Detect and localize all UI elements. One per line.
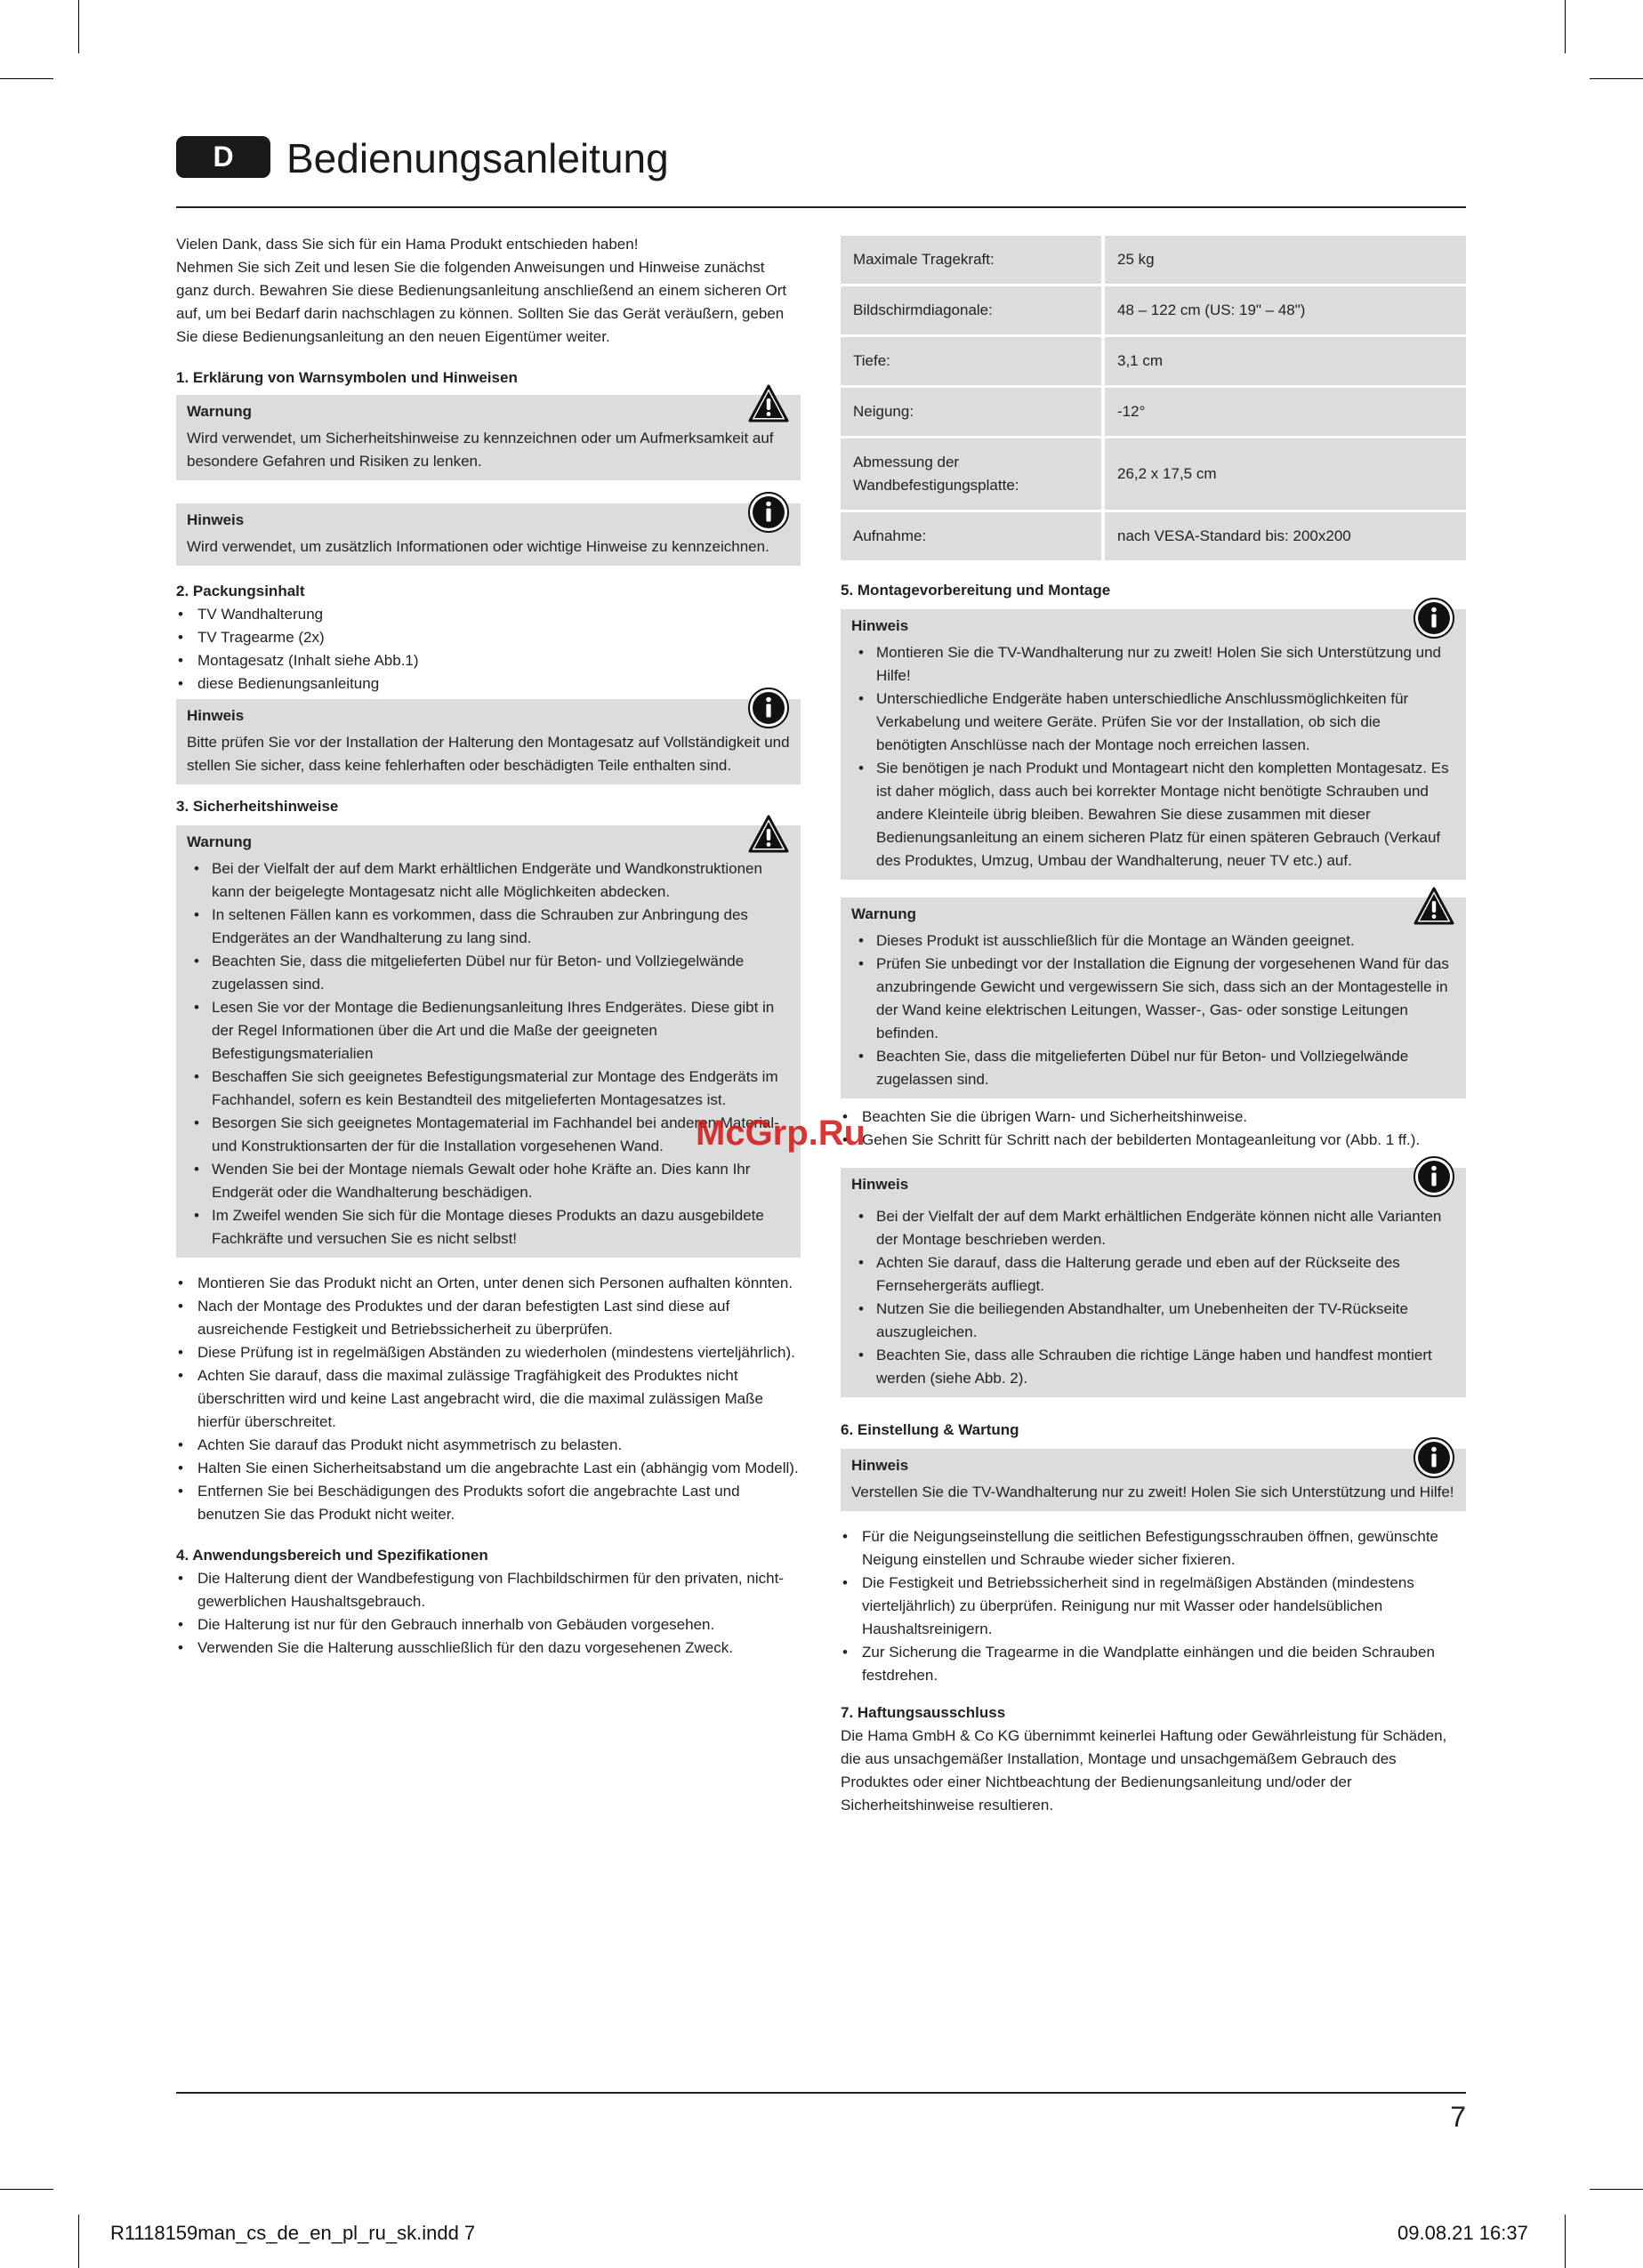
assembly-list xyxy=(841,1106,1466,1152)
list-item: • Prüfen Sie unbedingt vor der Installation die Eignung der vorgesehenen Wand für das anzubringende Gewicht und vergewissern Sie sich, dass sich an der Montagestelle in der Wand keine elektrischen Leitungen, Wasser-, Gas- oder sonstige Leitungen befinden. xyxy=(851,953,1455,1045)
spec-row xyxy=(841,388,1466,436)
box-title: Hinweis xyxy=(187,707,245,724)
section-heading: 1. Erklärung von Warnsymbolen und Hinweisen xyxy=(176,369,518,386)
warning-triangle-icon xyxy=(1413,885,1455,928)
warning-box xyxy=(176,825,801,1258)
list-item: • Achten Sie darauf, dass die maximal zulässige Tragfähigkeit des Produktes nicht überschritten wird und keine Last angebracht wird, die die maximal zulässigen Maße hierfür überschreitet. xyxy=(176,1364,801,1434)
spec-value: 25 kg xyxy=(1105,236,1466,284)
box-title: Warnung xyxy=(187,403,253,420)
crop-mark xyxy=(0,2189,53,2190)
info-icon xyxy=(1413,1155,1455,1198)
warning-box xyxy=(841,897,1466,1098)
list-item: • Bei der Vielfalt der auf dem Markt erhältlichen Endgeräte können nicht alle Varianten der Montage beschrieben werden. xyxy=(851,1205,1455,1251)
list-item: • Dieses Produkt ist ausschließlich für die Montage an Wänden geeignet. xyxy=(851,929,1455,953)
list-item: • Lesen Sie vor der Montage die Bedienungsanleitung Ihres Endgerätes. Diese gibt in der Regel Informationen über die Art und die Maße der geeigneten Befestigungsmaterialien xyxy=(187,996,790,1066)
list-item: • Sie benötigen je nach Produkt und Montageart nicht den kompletten Montagesatz. Es ist daher möglich, dass auch bei korrekter Montage nicht benötigte Schrauben und andere Kleinteile übrig bleiben. Bewahren Sie diese zusammen mit dieser Bedienungsanleitung an einem sicheren Platz für einen späteren Gebrauch (Verkauf des Produktes, Umzug, Umbau der Wandhalterung, neuer TV etc.) auf. xyxy=(851,757,1455,873)
list-item: • Montagesatz (Inhalt siehe Abb.1) xyxy=(176,649,801,672)
page-number: 7 xyxy=(1450,2101,1466,2133)
list-item: • Beschaffen Sie sich geeignetes Befestigungsmaterial zur Montage des Endgeräts im Fachhandel, sofern es kein Bestandteil des mitgelieferten Montagesatzes ist. xyxy=(187,1066,790,1112)
list-item: • TV Wandhalterung xyxy=(176,603,801,626)
warning-box xyxy=(176,395,801,480)
box-title: Hinweis xyxy=(187,511,245,528)
spec-key: Aufnahme: xyxy=(841,512,1105,560)
spec-value: 3,1 cm xyxy=(1105,337,1466,385)
intro-text: Vielen Dank, dass Sie sich für ein Hama Produkt entschieden haben! Nehmen Sie sich Zeit und lesen Sie die folgenden Anweisungen und Hinweise zunächst ganz durch. Bewahren Sie diese Bedienungsanleitung anschließend an einem sicheren Ort auf, um bei Bedarf darin nachschlagen zu können. Sollten Sie das Gerät veräußern, geben Sie diese Bedienungsanleitung an den neuen Eigentümer weiter. xyxy=(176,236,787,345)
left-column xyxy=(176,233,801,1660)
spec-key: Neigung: xyxy=(841,388,1105,436)
list-item: • Beachten Sie die übrigen Warn- und Sicherheitshinweise. xyxy=(841,1106,1466,1129)
spec-row xyxy=(841,337,1466,385)
note-box xyxy=(841,1449,1466,1511)
spec-value: 26,2 x 17,5 cm xyxy=(1105,438,1466,510)
section-heading: 4. Anwendungsbereich und Spezifikationen xyxy=(176,1547,488,1564)
info-icon xyxy=(1413,597,1455,639)
list-item: • Besorgen Sie sich geeignetes Montagematerial im Fachhandel bei anderen Material- und Konstruktionsarten der für die Installation vorgesehenen Wand. xyxy=(187,1112,790,1158)
list-item: • Zur Sicherung die Tragearme in die Wandplatte einhängen und die beiden Schrauben festdrehen. xyxy=(841,1641,1466,1687)
section-heading: 2. Packungsinhalt xyxy=(176,583,305,599)
box-text: Verstellen Sie die TV-Wandhalterung nur zu zweit! Holen Sie sich Unterstützung und Hilfe! xyxy=(851,1484,1454,1500)
box-title: Hinweis xyxy=(851,1176,909,1193)
box-title: Warnung xyxy=(187,833,253,850)
list-item: • Wenden Sie bei der Montage niemals Gewalt oder hohe Kräfte an. Dies kann Ihr Endgerät oder die Wandhalterung beschädigen. xyxy=(187,1158,790,1204)
crop-mark xyxy=(78,2215,79,2268)
spec-row xyxy=(841,286,1466,334)
footer-divider xyxy=(176,2092,1466,2094)
section-heading: 6. Einstellung & Wartung xyxy=(841,1421,1019,1438)
spec-row xyxy=(841,438,1466,510)
spec-value: nach VESA-Standard bis: 200x200 xyxy=(1105,512,1466,560)
list-item: • Nutzen Sie die beiliegenden Abstandhalter, um Unebenheiten der TV-Rückseite auszugleichen. xyxy=(851,1298,1455,1344)
section-heading: 5. Montagevorbereitung und Montage xyxy=(841,582,1111,599)
spec-key: Maximale Tragekraft: xyxy=(841,236,1105,284)
list-item: • Gehen Sie Schritt für Schritt nach der bebilderten Montageanleitung vor (Abb. 1 ff.). xyxy=(841,1129,1466,1152)
crop-mark xyxy=(0,78,53,79)
crop-mark xyxy=(1565,2215,1566,2268)
list-item: • Montieren Sie das Produkt nicht an Orten, unter denen sich Personen aufhalten könnten. xyxy=(176,1272,801,1295)
note-box xyxy=(176,699,801,784)
list-item: • Montieren Sie die TV-Wandhalterung nur zu zweit! Holen Sie sich Unterstützung und Hilfe! xyxy=(851,641,1455,688)
spec-key: Abmessung der Wandbefestigungsplatte: xyxy=(841,438,1105,510)
warning-triangle-icon xyxy=(747,382,790,425)
list-item: • Diese Prüfung ist in regelmäßigen Abständen zu wiederholen (mindestens vierteljährlich). xyxy=(176,1341,801,1364)
section-heading: 3. Sicherheitshinweise xyxy=(176,798,339,815)
note-box xyxy=(176,503,801,566)
maintenance-list xyxy=(841,1525,1466,1687)
box-title: Warnung xyxy=(851,905,917,922)
spec-value: -12° xyxy=(1105,388,1466,436)
warning-list xyxy=(851,929,1455,1091)
safety-list xyxy=(176,1272,801,1526)
crop-mark xyxy=(1565,0,1566,53)
spec-key: Bildschirmdiagonale: xyxy=(841,286,1105,334)
page-header xyxy=(176,133,1466,208)
right-column xyxy=(841,236,1466,1817)
disclaimer-text: Die Hama GmbH & Co KG übernimmt keinerlei Haftung oder Gewährleistung für Schäden, die aus unsachgemäßer Installation, Montage und unsachgemäßem Gebrauch des Produktes oder einer Nichtbeachtung der Bedienungsanleitung und/oder der Sicherheitshinweise resultieren. xyxy=(841,1727,1447,1814)
package-contents-list xyxy=(176,603,801,696)
list-item: • Halten Sie einen Sicherheitsabstand um die angebrachte Last ein (abhängig vom Modell). xyxy=(176,1457,801,1480)
watermark: McGrp.Ru xyxy=(696,1114,866,1153)
list-item: • Beachten Sie, dass die mitgelieferten Dübel nur für Beton- und Vollziegelwände zugelassen sind. xyxy=(851,1045,1455,1091)
box-text: Wird verwendet, um zusätzlich Informationen oder wichtige Hinweise zu kennzeichnen. xyxy=(187,538,769,555)
slug-date: 09.08.21 16:37 xyxy=(1397,2222,1528,2244)
note-box xyxy=(841,1168,1466,1397)
usage-list xyxy=(176,1567,801,1660)
list-item: • Achten Sie darauf, dass die Halterung gerade und eben auf der Rückseite des Fernsehergeräts aufliegt. xyxy=(851,1251,1455,1298)
section-heading: 7. Haftungsausschluss xyxy=(841,1704,1006,1721)
spec-value: 48 – 122 cm (US: 19" – 48") xyxy=(1105,286,1466,334)
spec-table xyxy=(841,233,1466,563)
warning-list xyxy=(187,857,790,1251)
crop-mark xyxy=(78,0,79,53)
box-text: Wird verwendet, um Sicherheitshinweise zu kennzeichnen oder um Aufmerksamkeit auf besondere Gefahren und Risiken zu lenken. xyxy=(187,430,774,470)
spec-key: Tiefe: xyxy=(841,337,1105,385)
list-item: • Achten Sie darauf das Produkt nicht asymmetrisch zu belasten. xyxy=(176,1434,801,1457)
info-icon xyxy=(747,491,790,534)
list-item: • Die Festigkeit und Betriebssicherheit sind in regelmäßigen Abständen (mindestens vierteljährlich) zu überprüfen. Reinigung nur mit Wasser oder handelsüblichen Haushaltsreinigern. xyxy=(841,1572,1466,1641)
list-item: • Für die Neigungseinstellung die seitlichen Befestigungsschrauben öffnen, gewünschte Neigung einstellen und Schraube wieder sicher fixieren. xyxy=(841,1525,1466,1572)
box-text: Bitte prüfen Sie vor der Installation der Halterung den Montagesatz auf Vollständigkeit und stellen Sie sicher, dass keine fehlerhaften oder beschädigten Teile enthalten sind. xyxy=(187,734,790,774)
list-item: • Unterschiedliche Endgeräte haben unterschiedliche Anschlussmöglichkeiten für Verkabelung und weitere Geräte. Prüfen Sie vor der Installation, ob sich die benötigten Anschlüsse nach der Montage noch erreichen lassen. xyxy=(851,688,1455,757)
list-item: • Beachten Sie, dass die mitgelieferten Dübel nur für Beton- und Vollziegelwände zugelassen sind. xyxy=(187,950,790,996)
spec-row xyxy=(841,512,1466,560)
box-title: Hinweis xyxy=(851,617,909,634)
list-item: • In seltenen Fällen kann es vorkommen, dass die Schrauben zur Anbringung des Endgerätes an der Wandhalterung zu lang sind. xyxy=(187,904,790,950)
warning-triangle-icon xyxy=(747,813,790,856)
note-list xyxy=(851,1205,1455,1390)
list-item: • Die Halterung ist nur für den Gebrauch innerhalb von Gebäuden vorgesehen. xyxy=(176,1613,801,1637)
crop-mark xyxy=(1590,2189,1643,2190)
slug-file-name: R1118159man_cs_de_en_pl_ru_sk.indd 7 xyxy=(110,2222,476,2244)
list-item: • Entfernen Sie bei Beschädigungen des Produkts sofort die angebrachte Last und benutzen Sie das Produkt nicht weiter. xyxy=(176,1480,801,1526)
page-title: Bedienungsanleitung xyxy=(286,135,669,181)
list-item: • Verwenden Sie die Halterung ausschließlich für den dazu vorgesehenen Zweck. xyxy=(176,1637,801,1660)
box-title: Hinweis xyxy=(851,1457,909,1474)
list-item: • diese Bedienungsanleitung xyxy=(176,672,801,696)
list-item: • Nach der Montage des Produktes und der daran befestigten Last sind diese auf ausreichende Festigkeit und Betriebssicherheit zu überprüfen. xyxy=(176,1295,801,1341)
list-item: • Bei der Vielfalt der auf dem Markt erhältlichen Endgeräte und Wandkonstruktionen kann der beigelegte Montagesatz nicht alle Möglichkeiten abdecken. xyxy=(187,857,790,904)
crop-mark xyxy=(1590,78,1643,79)
list-item: • Im Zweifel wenden Sie sich für die Montage dieses Produkts an dazu ausgebildete Fachkräfte und versuchen Sie es nicht selbst! xyxy=(187,1204,790,1251)
info-icon xyxy=(1413,1436,1455,1479)
info-icon xyxy=(747,687,790,729)
note-box xyxy=(841,609,1466,880)
spec-row xyxy=(841,236,1466,284)
language-badge: D xyxy=(176,136,270,178)
note-list xyxy=(851,641,1455,873)
list-item: • Die Halterung dient der Wandbefestigung von Flachbildschirmen für den privaten, nicht-gewerblichen Haushaltsgebrauch. xyxy=(176,1567,801,1613)
list-item: • Beachten Sie, dass alle Schrauben die richtige Länge haben und handfest montiert werden (siehe Abb. 2). xyxy=(851,1344,1455,1390)
list-item: • TV Tragearme (2x) xyxy=(176,626,801,649)
